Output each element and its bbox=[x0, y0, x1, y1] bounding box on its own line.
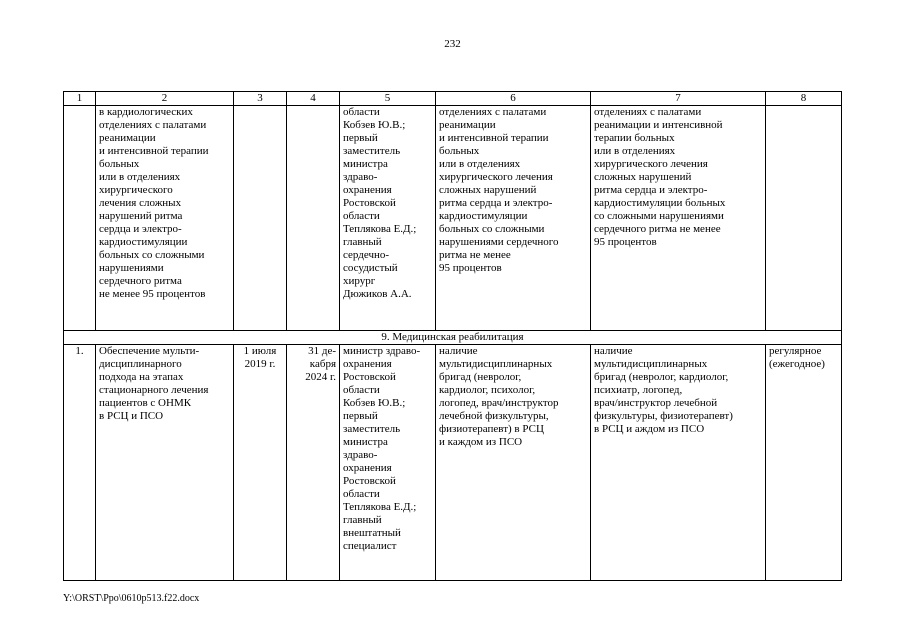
header-cell: 4 bbox=[287, 92, 340, 106]
indicator-cell: наличие мультидисциплинарных бригад (невролог, кардиолог, психиатр, логопед, врач/инструктор лечебной физкультуры, физиотерапевт) в РСЦ и аждом из ПСО bbox=[591, 345, 766, 581]
header-cell: 6 bbox=[436, 92, 591, 106]
result-cell: наличие мультидисциплинарных бригад (невролог, кардиолог, психолог, логопед, врач/инструктор лечебной физкультуры, физиотерапевт) в РСЦ и каждом из ПСО bbox=[436, 345, 591, 581]
responsible-cell: области Кобзев Ю.В.; первый заместитель министра здраво- охранения Ростовской области Теплякова Е.Д.; главный сердечно- сосудистый хирург Дюжиков А.А. bbox=[340, 106, 436, 331]
section-row bbox=[64, 331, 842, 345]
header-cell: 5 bbox=[340, 92, 436, 106]
header-cell: 8 bbox=[766, 92, 842, 106]
responsible-cell: министр здраво- охранения Ростовской области Кобзев Ю.В.; первый заместитель министра здраво- охранения Ростовской области Теплякова Е.Д.; главный внештатный специалист bbox=[340, 345, 436, 581]
plan-table bbox=[63, 91, 842, 581]
page-number: 232 bbox=[444, 38, 461, 50]
result-cell: отделениях с палатами реанимации и интенсивной терапии больных или в отделениях хирургического лечения сложных нарушений ритма сердца и электро- кардиостимуляции больных со сложными нарушениями сердечного ритма не менее 95 процентов bbox=[436, 106, 591, 331]
section-title: 9. Медицинская реабилитация bbox=[64, 331, 842, 345]
header-cell: 1 bbox=[64, 92, 96, 106]
end-date-cell bbox=[287, 106, 340, 331]
row-number-cell bbox=[64, 106, 96, 331]
indicator-cell: отделениях с палатами реанимации и интенсивной терапии больных или в отделениях хирургического лечения сложных нарушений ритма сердца и электро- кардиостимуляции больных со сложными нарушениями сердечного ритма не менее 95 процентов bbox=[591, 106, 766, 331]
frequency-cell: регулярное (ежегодное) bbox=[766, 345, 842, 581]
task-cell: в кардиологических отделениях с палатами реанимации и интенсивной терапии больных или в отделениях хирургического лечения сложных нарушений ритма сердца и электро- кардиостимуляции больных со сложными нарушениями сердечного ритма не менее 95 процентов bbox=[96, 106, 234, 331]
row-number-cell: 1. bbox=[64, 345, 96, 581]
start-date-cell bbox=[234, 106, 287, 331]
end-date-cell: 31 де- кабря 2024 г. bbox=[287, 345, 340, 581]
task-cell: Обеспечение мульти- дисциплинарного подхода на этапах стационарного лечения пациентов с ОНМК в РСЦ и ПСО bbox=[96, 345, 234, 581]
start-date-cell: 1 июля 2019 г. bbox=[234, 345, 287, 581]
header-cell: 7 bbox=[591, 92, 766, 106]
header-cell: 3 bbox=[234, 92, 287, 106]
table-header-row bbox=[64, 92, 842, 106]
footer-file-path: Y:\ORST\Ppo\0610p513.f22.docx bbox=[63, 593, 200, 604]
frequency-cell bbox=[766, 106, 842, 331]
header-cell: 2 bbox=[96, 92, 234, 106]
table-row-continued bbox=[64, 106, 842, 331]
table-row bbox=[64, 345, 842, 581]
